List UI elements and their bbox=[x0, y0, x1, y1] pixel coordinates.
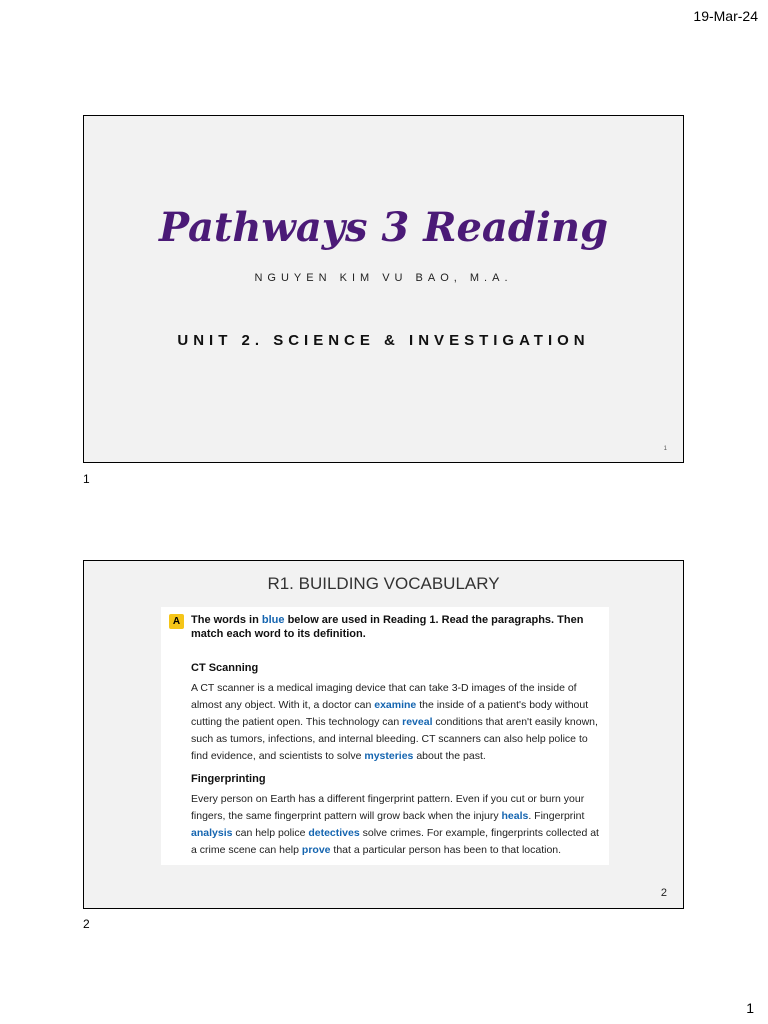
author-name: NGUYEN KIM VU BAO, M.A. bbox=[254, 272, 513, 284]
section-heading-fingerprinting: Fingerprinting bbox=[191, 773, 266, 785]
textbook-excerpt bbox=[161, 607, 609, 865]
vocab-word: prove bbox=[301, 844, 331, 856]
slide-label-2: 2 bbox=[83, 917, 90, 931]
slide-2 bbox=[83, 560, 684, 909]
slide-number: 1 bbox=[663, 446, 667, 452]
slide-title: R1. BUILDING VOCABULARY bbox=[267, 574, 500, 593]
section-heading-ct: CT Scanning bbox=[191, 662, 259, 674]
exercise-badge: A bbox=[169, 614, 184, 629]
slide-number: 2 bbox=[660, 887, 667, 899]
paragraph-fingerprinting: Every person on Earth has a different fingerprint pattern. Even if you cut or burn your fingers, the same fingerprint pattern will grow back when the injury heals. Fingerprint analysis can help police detectives solve crimes. For example, fingerprints collected at a crime scene can help prove that a particular person has been to that location. bbox=[191, 793, 599, 856]
exercise-instruction: The words in blue below are used in Reading 1. Read the paragraphs. Then match each word to its definition. bbox=[191, 614, 584, 640]
blue-keyword: blue bbox=[261, 614, 285, 626]
slide-label-1: 1 bbox=[83, 472, 90, 486]
unit-title: UNIT 2. SCIENCE & INVESTIGATION bbox=[177, 332, 590, 349]
print-date: 19-Mar-24 bbox=[693, 8, 758, 24]
paragraph-ct-scanning: A CT scanner is a medical imaging device that can take 3-D images of the inside of almost any object. With it, a doctor can examine the inside of a patient's body without cutting the patient open. This technology can reveal conditions that aren't easily known, such as tumors, infections, and internal bleeding. CT scanners can also help police to find evidence, and scientists to solve mysteries about the past. bbox=[191, 682, 598, 762]
vocab-word: heals bbox=[501, 810, 529, 822]
vocab-word: examine bbox=[374, 699, 417, 711]
vocab-word: analysis bbox=[191, 827, 233, 839]
vocab-word: mysteries bbox=[364, 750, 414, 762]
vocab-word: detectives bbox=[308, 827, 360, 839]
page-number: 1 bbox=[746, 1000, 754, 1016]
vocab-word: reveal bbox=[402, 716, 433, 728]
presentation-title: Pathways 3 Reading bbox=[158, 204, 609, 251]
slide-1 bbox=[83, 115, 684, 463]
